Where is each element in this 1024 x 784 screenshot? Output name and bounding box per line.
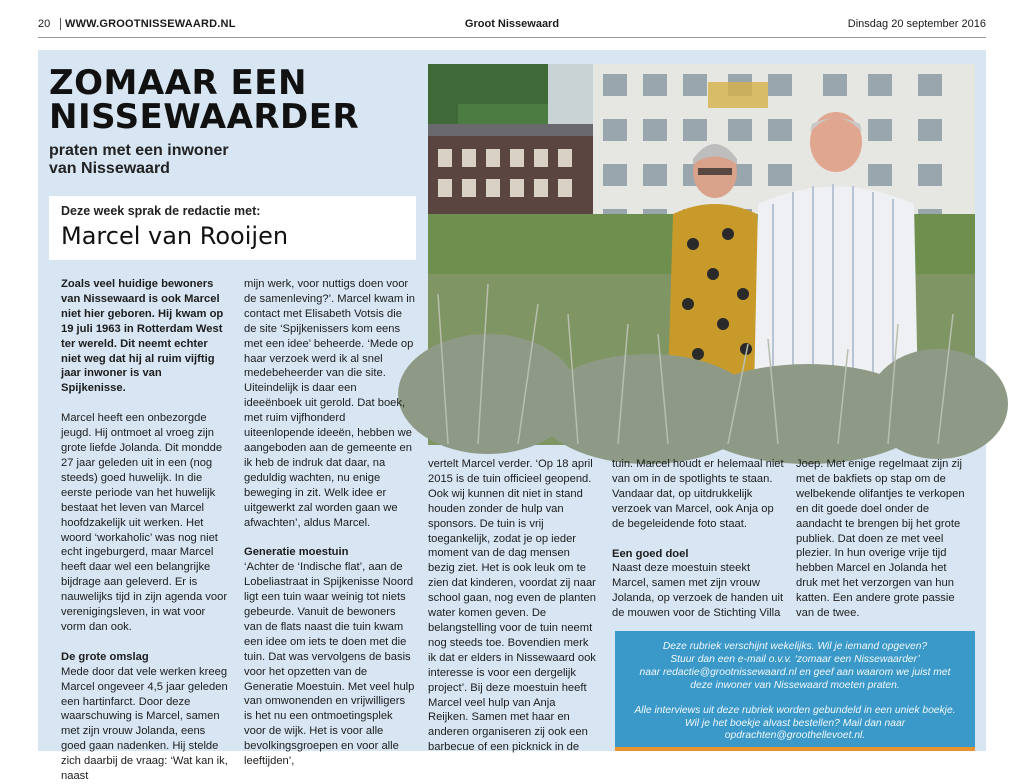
intro-label: Deze week sprak de redactie met:: [61, 204, 261, 218]
text-column-3: [428, 457, 596, 755]
newspaper-name: Groot Nissewaard: [464, 18, 560, 30]
info-line: Alle interviews uit deze rubriek worden gebundeld in een uniek boekje.: [634, 704, 956, 716]
text-column-5: [796, 457, 968, 621]
info-box: [615, 631, 975, 747]
paragraph: tuin. Marcel houdt er helemaal niet van om in de spotlights te staan. Vandaar dat, op uitdrukkelijk verzoek van Marcel, ook Anja op de begeleidende foto staat.: [612, 458, 784, 530]
subtitle-line-2: van Nissewaard: [49, 160, 170, 177]
interviewee-name: Marcel van Rooijen: [61, 222, 289, 250]
website-link[interactable]: WWW.GROOTNISSEWAARD.NL: [60, 18, 236, 30]
title-line-2: NISSEWAARDER: [49, 97, 360, 137]
info-email-line[interactable]: naar redactie@grootnissewaard.nl en geef aan waarom we juist met: [639, 666, 951, 678]
interviewee-box: [49, 196, 416, 260]
paragraph: ‘Achter de ‘Indische flat’, aan de Lobeliastraat in Spijkenisse Noord ligt een tuin waar weinig tot niets gebeurde. Vanuit de bewoners van de flats naast die tuin kwam een idee om iets te doen met die tuin. Dat was vervolgens de basis voor het opzetten van de Generatie Moestuin. Met veel hulp van omwonenden en vrijwilligers is het nu een ontmoetingsplek voor de wijk. Het is voor alle bevolkingsgroepen en voor alle leeftijden’,: [244, 561, 415, 768]
info-line: Stuur dan een e-mail o.v.v. ‘zomaar een Nissewaarder’: [670, 653, 920, 665]
section-heading: Generatie moestuin: [244, 546, 349, 559]
text-column-2: [244, 277, 416, 769]
issue-date: Dinsdag 20 september 2016: [847, 18, 986, 30]
info-line: Deze rubriek verschijnt wekelijks. Wil je iemand opgeven?: [662, 641, 928, 652]
text-column-4: [612, 457, 784, 621]
article-title: [49, 63, 360, 137]
paragraph: mijn werk, voor nuttigs doen voor de samenleving?’. Marcel kwam in contact met Elisabeth Votsis die de site ‘Spijkenissers kom eens met een idee’ beheerde. ‘Mede op haar verzoek werd ik al snel medebeheerder van die site. Uiteindelijk is daar een ideeënboek uit gerold. Dat boek, met ruim vijfhonderd uiteenlopende ideeën, hebben we aangeboden aan de gemeente en ik heb de indruk dat daar, na geduldig wachten, nu enige beweging in zit. Welk idee er uitgewerkt zal worden gaan we afwachten’, aldus Marcel.: [244, 278, 415, 529]
photo-illustration: [428, 64, 975, 445]
subtitle-line-1: praten met een inwoner: [49, 142, 229, 159]
title-line-1: ZOMAAR EEN: [49, 63, 307, 103]
paragraph: Marcel heeft een onbezorgde jeugd. Hij ontmoet al vroeg zijn grote liefde Jolanda. Dit mondde 27 jaar geleden uit in een (nog steeds) goed huwelijk. In die eerste periode van het huwelijk bestaat het leven van Marcel hoofdzakelijk uit werken. Het woord ‘workaholic’ was nog niet echt ingeburgerd, maar Marcel heeft daar wel een belangrijke bijdrage aan geleverd. Er is nauwelijks tijd in zijn agenda voor verenigingsleven, in wat voor vorm dan ook.: [61, 412, 228, 633]
page-number: 20: [38, 18, 51, 30]
section-heading: De grote omslag: [61, 650, 149, 663]
page-header: [38, 14, 986, 38]
article-lead: Zoals veel huidige bewoners van Nissewaard is ook Marcel niet hier geboren. Hij kwam op 19 juli 1963 in Rotterdam West ter wereld. Dit neemt echter niet weg dat hij al ruim vijftig jaar inwoner is van Spijkenisse.: [61, 278, 224, 395]
article-photo: [428, 64, 975, 445]
info-email-line[interactable]: Wil je het boekje alvast bestellen? Mail dan naar opdrachten@groothellevoet.nl.: [684, 717, 906, 742]
info-line: deze inwoner van Nissewaard moeten praten.: [690, 679, 900, 691]
paragraph: Joep. Met enige regelmaat zijn zij met de bakfiets op stap om de welbekende olifantjes te verkopen en dit goede doel onder de aandacht te brengen bij het grote publiek. Dat doen ze met veel plezier. In hun overige vrije tijd hebben Marcel en Jolanda het druk met het verzorgen van hun katten. Een andere grote passie van de twee.: [796, 458, 965, 620]
accent-line: [615, 747, 975, 751]
paragraph: Mede door dat vele werken kreeg Marcel ongeveer 4,5 jaar geleden een hartinfarct. Door deze waarschuwing is Marcel, samen met zijn vrouw Jolanda, eens goed gaan nadenken. Hij stelde zich daarbij de vraag: ‘Wat kan ik, naast: [61, 665, 228, 783]
section-heading: Een goed doel: [612, 547, 689, 560]
article-subtitle: [49, 142, 389, 178]
paragraph: Naast deze moestuin steekt Marcel, samen met zijn vrouw Jolanda, op verzoek de handen uit de mouwen voor de Stichting Villa: [612, 562, 784, 620]
text-column-1: [61, 277, 229, 784]
paragraph: vertelt Marcel verder. ‘Op 18 april 2015 is de tuin officieel geopend. Ook wij kunnen dit niet in stand houden zonder de hulp van sponsors. De tuin is vrij toegankelijk, zodat je op ieder moment van de dag mensen bezig ziet. Het is ook leuk om te zien dat kinderen, voordat zij naar school gaan, nog even de planten water komen geven. De belangstelling voor de tuin neemt nog steeds toe. Bovendien merk ik dat er elders in Nissewaard ook interesse is voor een dergelijk project’. Bij deze moestuin heeft Marcel veel hulp van Anja Reijken. Samen met haar en anderen organiseren zij ook een barbecue of een picknick in de: [428, 458, 596, 754]
